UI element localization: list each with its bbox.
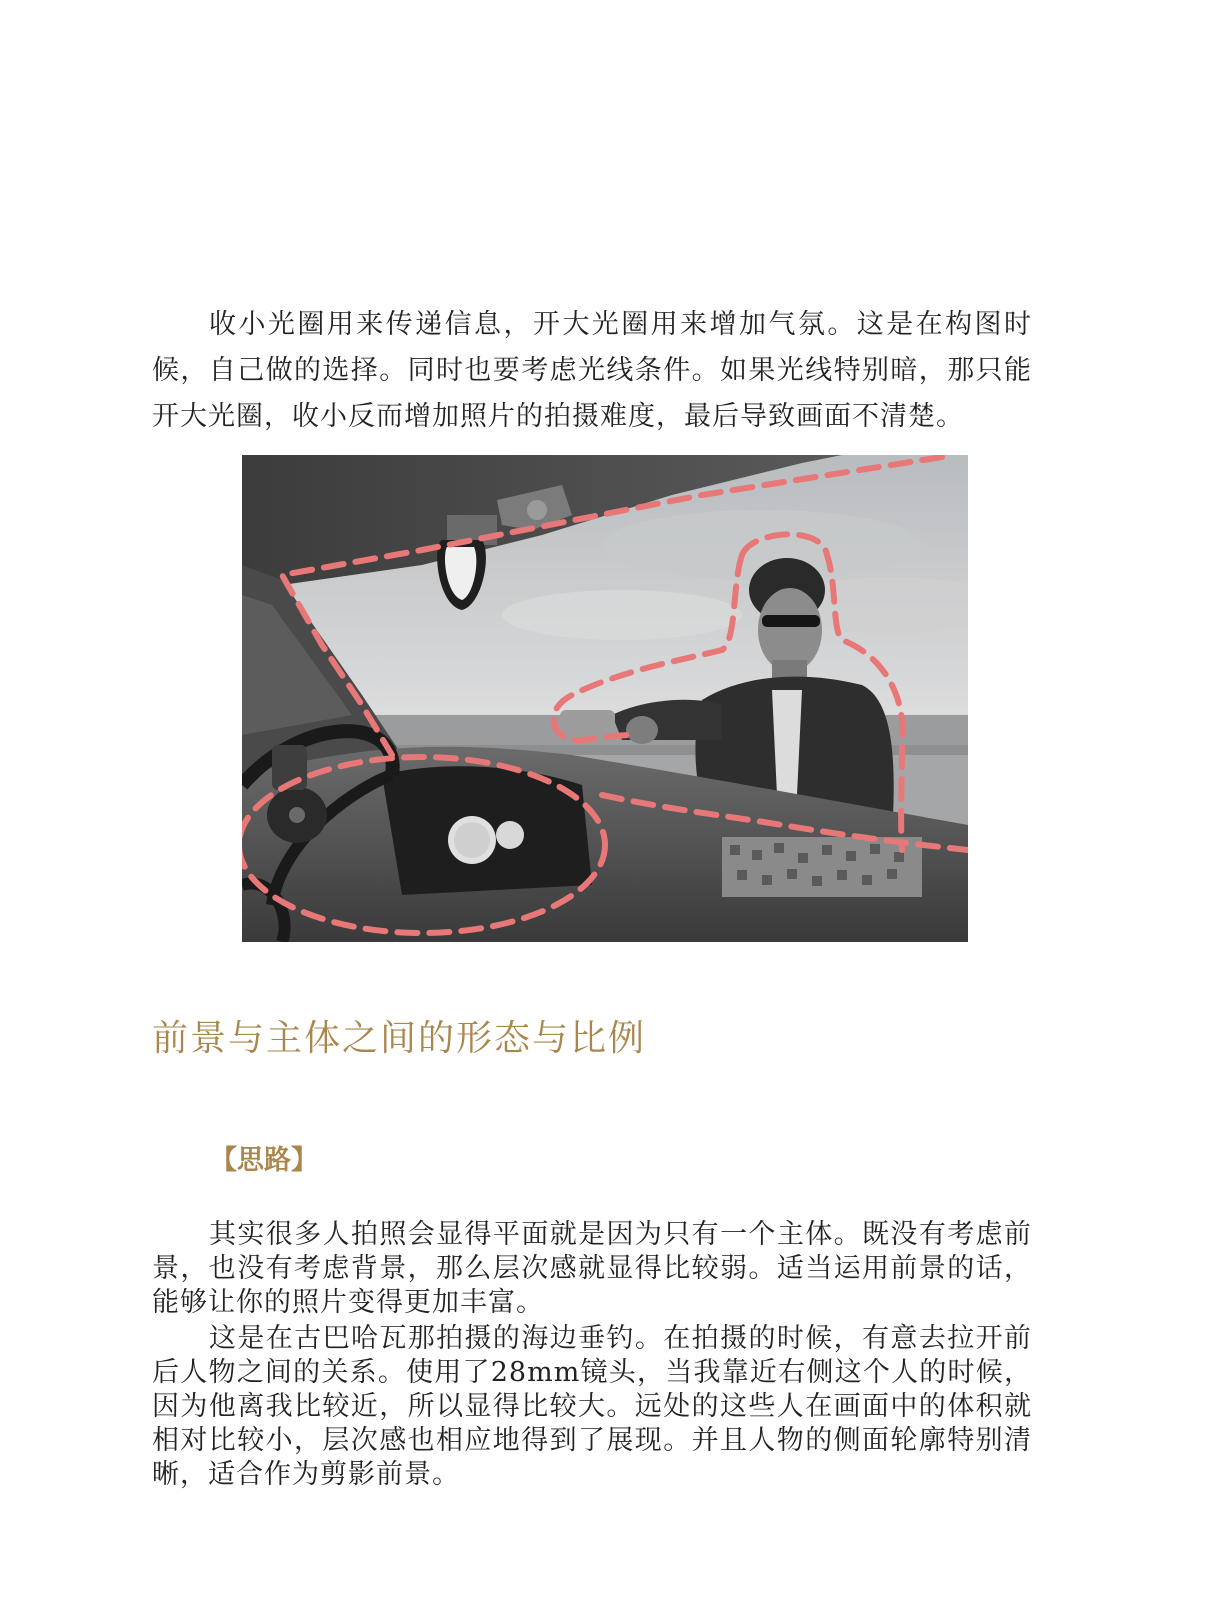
car-windshield-photo — [242, 455, 968, 942]
paragraph-havana: 这是在古巴哈瓦那拍摄的海边垂钓。在拍摄的时候，有意去拉开前后人物之间的关系。使用了28mm镜头，当我靠近右侧这个人的时候，因为他离我比较近，所以显得比较大。远处的这些人在画面中的体积就相对比较小，层次感也相应地得到了展现。并且人物的侧面轮廓特别清晰，适合作为剪影前景。 — [152, 1323, 1032, 1490]
section-title: 前景与主体之间的形态与比例 — [152, 1018, 647, 1059]
paragraph-aperture: 收小光圈用来传递信息，开大光圈用来增加气氛。这是在构图时候，自己做的选择。同时也要考虑光线条件。如果光线特别暗，那只能开大光圈，收小反而增加照片的拍摄难度，最后导致画面不清楚。 — [152, 309, 1032, 432]
subheading-approach: 【思路】 — [210, 1145, 318, 1176]
paragraph-foreground: 其实很多人拍照会显得平面就是因为只有一个主体。既没有考虑前景，也没有考虑背景，那么层次感就显得比较弱。适当运用前景的话，能够让你的照片变得更加丰富。 — [152, 1219, 1032, 1318]
